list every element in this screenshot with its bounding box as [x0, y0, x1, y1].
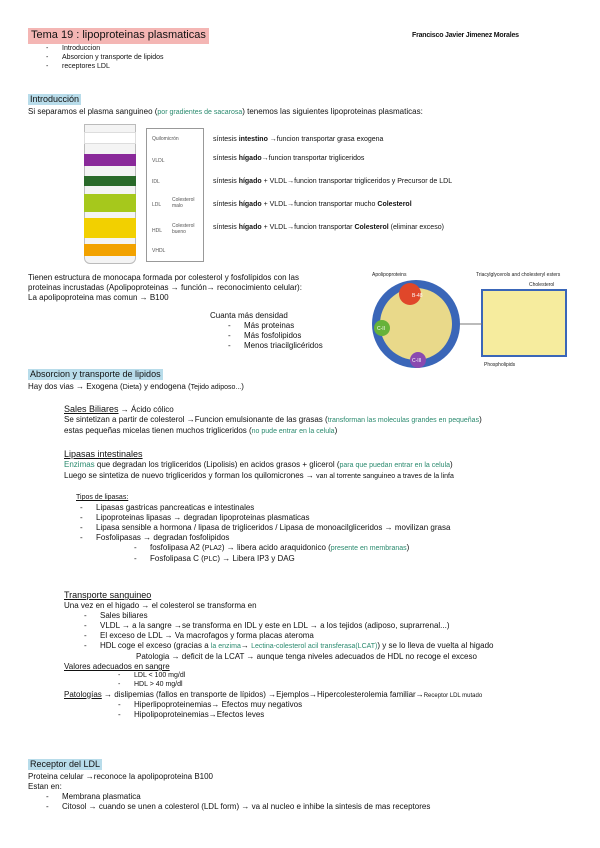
structure-text: Tienen estructura de monocapa formada por colesterol y fosfolípidos con las proteinas incrustadas (Apolipoproteinas → función→ reconocimiento celular): La apolipoproteina mas comun → B100	[28, 273, 302, 302]
lipasas-block: Lipasas intestinales Enzimas que degradan los trigliceridos (Lipolisis) en acidos grasos + glicerol (para que puedan entrar en la celula) Luego se sintetiza de nuevo trigliceridos y forman los quilomicrones → van al torrente sanguineo a traves de la linfa	[64, 449, 454, 480]
section-heading-absorcion: Absorcion y transporte de lipidos	[30, 369, 161, 379]
svg-text:Cholesterol: Cholesterol	[529, 282, 555, 288]
sales-biliares-block: Sales Biliares → Ácido cólico Se sintetizan a partir de colesterol →Funcion emulsionante de las grasas (transforman las moleculas grandes en pequeñas) estas pequeñas micelas tienen muchos trigliceridos (no pude entrar en la celula)	[64, 404, 482, 435]
list-item: - LDL < 100 mg/dl	[118, 672, 186, 679]
list-item: - Absorcion y transporte de lipidos	[46, 53, 164, 61]
receptor-block: Proteina celular →reconoce la apolipoproteina B100 Estan en: - Membrana plasmatica - Citosol → cuando se unen a colesterol (LDL form) → va al nucleo e inhibe la sintesis de mas receptores	[28, 772, 431, 811]
lipo-row-3: síntesis hígado + VLDL→funcion transportar trigliceridos y Precursor de LDL	[213, 178, 453, 185]
svg-text:C-II: C-II	[377, 326, 386, 332]
section-heading-intro: Introducción	[30, 94, 80, 104]
lipoprotein-structure-diagram	[364, 268, 572, 376]
lipo-row-4: síntesis hígado + VLDL→funcion transportar mucho Colesterol	[213, 201, 412, 208]
density-block: Cuanta más densidad - Más proteinas - Más fosfolipidos - Menos triacilglicéridos	[210, 311, 323, 350]
lipoprotein-tube-figure: Quilomicrón VLDL IDL LDL Colesterol malo HDL Colesterol bueno VHDL	[84, 124, 214, 264]
list-item: - VLDL → a la sangre →se transforma en IDL y este en LDL → a los tejidos (adiposo, suprarrenal...)	[84, 621, 450, 631]
svg-text:Triacylglycerols and cholester: Triacylglycerols and cholesteryl esters	[476, 272, 561, 278]
list-item: - Menos triacilglicéridos	[228, 341, 323, 350]
list-item: - Hiperlipoproteinemias→ Efectos muy negativos	[118, 700, 303, 709]
lipo-row-1: síntesis intestino →funcion transportar grasa exogena	[213, 136, 384, 143]
svg-text:C-III: C-III	[412, 358, 422, 364]
list-item: - Sales biliares	[84, 611, 148, 621]
lipo-row-5: síntesis hígado + VLDL→funcion transportar Colesterol (eliminar exceso)	[213, 224, 444, 231]
author-name: Francisco Javier Jimenez Morales	[412, 32, 519, 39]
list-item: - Más fosfolipidos	[228, 331, 302, 340]
intro-line: Si separamos el plasma sanguineo (por gradientes de sacarosa) tenemos las siguientes lipoproteinas plasmaticas:	[28, 107, 423, 116]
list-item: - Fosfolipasa C (PLC) → Libera IP3 y DAG	[134, 553, 295, 563]
vias-line: Hay dos vias → Exogena (Dieta) y endogena (Tejido adiposo...)	[28, 382, 244, 391]
svg-text:B-48: B-48	[412, 293, 423, 299]
list-item: - fosfolipasa A2 (PLA2) → libera acido araquidonico (presente en membranas)	[134, 542, 410, 552]
list-item: - Introduccion	[46, 45, 101, 52]
list-item: - Lipasa sensible a hormona / lipasa de trigliceridos / Lipasa de monoacilgliceridos → movilizan grasa	[80, 522, 451, 532]
list-item: - Citosol → cuando se unen a colesterol (LDL form) → va al nucleo e inhibe la sintesis de mas receptores	[46, 802, 431, 811]
list-item: - Membrana plasmatica	[46, 792, 141, 801]
list-item: - receptores LDL	[46, 62, 110, 70]
tipos-block: Tipos de lipasas: - Lipasas gastricas pancreaticas e intestinales - Lipoproteinas lipasas → degradan lipoproteinas plasmaticas - Lipasa sensible a hormona / lipasa de trigliceridos / Lipasa de monoacilgliceridos → movilizan grasa - Fosfolipasas → degradan fosfolipidos - fosfolipasa A2 (PLA2) → libera acido araquidonico (presente en membranas) - Fosfolipasa C (PLC) → Libera IP3 y DAG	[76, 494, 451, 563]
list-item: - Lipasas gastricas pancreaticas e intestinales	[80, 502, 255, 512]
section-heading-receptor: Receptor del LDL	[30, 759, 101, 769]
list-item: - Lipoproteinas lipasas → degradan lipoproteinas plasmaticas	[80, 512, 310, 522]
lipo-row-2: síntesis hígado→funcion transportar trigliceridos	[213, 155, 365, 162]
page-title: Tema 19 : lipoproteinas plasmaticas	[28, 28, 209, 44]
list-item: - El exceso de LDL → Va macrofagos y forma placas ateroma	[84, 631, 314, 641]
list-item: - Más proteinas	[228, 321, 295, 330]
list-item: - HDL coge el exceso (gracias a la enzima→ Lectina-colesterol acil transferasa(LCAT)) y se lo lleva de vuelta al higado	[84, 641, 494, 651]
svg-text:Phospholipids: Phospholipids	[484, 362, 516, 368]
list-item: - HDL > 40 mg/dl	[118, 680, 183, 688]
transporte-block: Transporte sanguineo Una vez en el higado → el colesterol se transforma en - Sales biliares - VLDL → a la sangre →se transforma en IDL y este en LDL → a los tejidos (adiposo, suprarrenal...) - El exceso de LDL → Va macrofagos y forma placas ateroma - HDL coge el exceso (gracias a la enzima→ Lectina-colesterol acil transferasa(LCAT)) y se lo lleva de vuelta al higado Patologia → deficit de la LCAT → aunque tenga niveles adecuados de HDL no recoge el exceso Valores adecuados en sangre - LDL < 100 mg/dl - HDL > 40 mg/dl Patologías → dislipemias (fallos en transporte de lípidos) →Ejemplos→Hipercolesterolemia familiar→Receptor LDL mutado - Hiperlipoproteinemias→ Efectos muy negativos - Hipolipoproteinemias→Efectos leves	[64, 590, 494, 719]
topic-list	[46, 45, 164, 71]
svg-text:Apolipoproteins: Apolipoproteins	[372, 272, 407, 278]
list-item: - Hipolipoproteinemias→Efectos leves	[118, 710, 265, 719]
list-item: - Fosfolipasas → degradan fosfolipidos	[80, 532, 230, 542]
